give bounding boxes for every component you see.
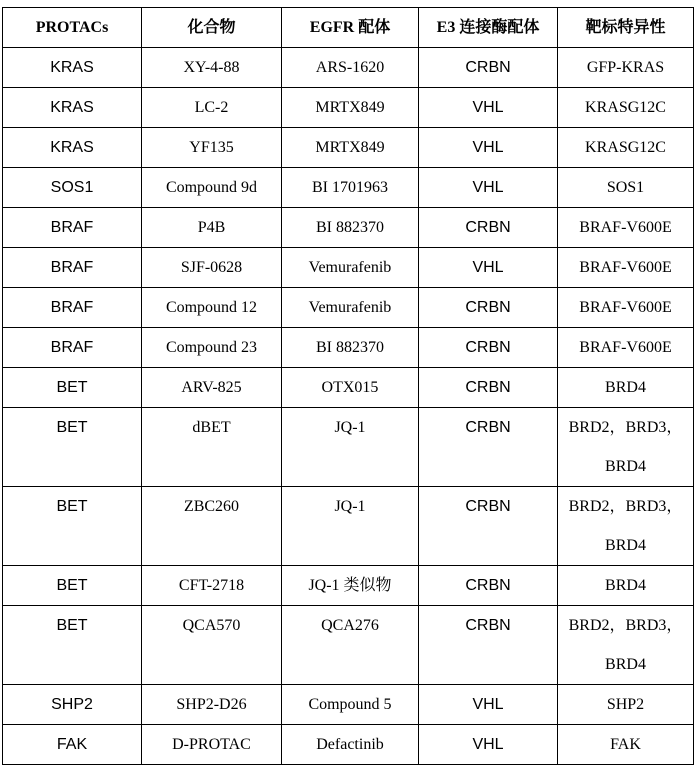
cell-e3-ligand: CRBN bbox=[419, 487, 558, 566]
cell-target: SHP2 bbox=[558, 685, 694, 725]
table-row bbox=[3, 408, 694, 487]
cell-egfr-ligand: BI 1701963 bbox=[282, 168, 419, 208]
cell-protac: SOS1 bbox=[3, 168, 142, 208]
cell-compound: LC-2 bbox=[142, 88, 282, 128]
cell-egfr-ligand: BI 882370 bbox=[282, 208, 419, 248]
table-row bbox=[3, 725, 694, 765]
cell-compound: Compound 23 bbox=[142, 328, 282, 368]
cell-protac: FAK bbox=[3, 725, 142, 765]
cell-target: KRASG12C bbox=[558, 128, 694, 168]
cell-egfr-ligand: ARS-1620 bbox=[282, 48, 419, 88]
cell-protac: BRAF bbox=[3, 288, 142, 328]
cell-compound: SJF-0628 bbox=[142, 248, 282, 288]
table-row bbox=[3, 168, 694, 208]
cell-protac: BET bbox=[3, 487, 142, 566]
cell-e3-ligand: CRBN bbox=[419, 408, 558, 487]
table-header bbox=[3, 8, 694, 48]
table-row bbox=[3, 128, 694, 168]
cell-compound: P4B bbox=[142, 208, 282, 248]
table-row bbox=[3, 606, 694, 685]
cell-egfr-ligand: MRTX849 bbox=[282, 88, 419, 128]
cell-egfr-ligand: OTX015 bbox=[282, 368, 419, 408]
cell-egfr-ligand: Compound 5 bbox=[282, 685, 419, 725]
cell-egfr-ligand: MRTX849 bbox=[282, 128, 419, 168]
cell-e3-ligand: VHL bbox=[419, 168, 558, 208]
cell-protac: BET bbox=[3, 408, 142, 487]
table-row bbox=[3, 48, 694, 88]
cell-e3-ligand: CRBN bbox=[419, 566, 558, 606]
cell-egfr-ligand: Defactinib bbox=[282, 725, 419, 765]
cell-protac: BET bbox=[3, 566, 142, 606]
cell-e3-ligand: CRBN bbox=[419, 208, 558, 248]
header-e3-ligand: E3 连接酶配体 bbox=[419, 8, 558, 48]
cell-compound: ARV-825 bbox=[142, 368, 282, 408]
cell-e3-ligand: CRBN bbox=[419, 328, 558, 368]
header-target-specificity: 靶标特异性 bbox=[558, 8, 694, 48]
table-row bbox=[3, 328, 694, 368]
header-row bbox=[3, 8, 694, 48]
cell-target: GFP-KRAS bbox=[558, 48, 694, 88]
cell-target: SOS1 bbox=[558, 168, 694, 208]
header-protacs: PROTACs bbox=[3, 8, 142, 48]
cell-target: BRAF-V600E bbox=[558, 248, 694, 288]
cell-egfr-ligand: Vemurafenib bbox=[282, 288, 419, 328]
cell-compound: Compound 9d bbox=[142, 168, 282, 208]
cell-e3-ligand: VHL bbox=[419, 128, 558, 168]
header-egfr-ligand: EGFR 配体 bbox=[282, 8, 419, 48]
cell-egfr-ligand: JQ-1 类似物 bbox=[282, 566, 419, 606]
cell-e3-ligand: VHL bbox=[419, 685, 558, 725]
cell-egfr-ligand: BI 882370 bbox=[282, 328, 419, 368]
table-row bbox=[3, 208, 694, 248]
cell-protac: BRAF bbox=[3, 328, 142, 368]
cell-compound: YF135 bbox=[142, 128, 282, 168]
cell-target: FAK bbox=[558, 725, 694, 765]
cell-e3-ligand: CRBN bbox=[419, 48, 558, 88]
table-row bbox=[3, 88, 694, 128]
table-row bbox=[3, 566, 694, 606]
protac-table bbox=[2, 7, 694, 765]
cell-e3-ligand: CRBN bbox=[419, 606, 558, 685]
table-row bbox=[3, 487, 694, 566]
cell-protac: BRAF bbox=[3, 248, 142, 288]
cell-e3-ligand: VHL bbox=[419, 88, 558, 128]
cell-target: BRD4 bbox=[558, 566, 694, 606]
cell-protac: SHP2 bbox=[3, 685, 142, 725]
cell-compound: dBET bbox=[142, 408, 282, 487]
cell-egfr-ligand: JQ-1 bbox=[282, 487, 419, 566]
cell-egfr-ligand: JQ-1 bbox=[282, 408, 419, 487]
cell-target: BRD2，BRD3，BRD4 bbox=[558, 606, 694, 685]
cell-compound: ZBC260 bbox=[142, 487, 282, 566]
cell-protac: BET bbox=[3, 606, 142, 685]
cell-e3-ligand: CRBN bbox=[419, 288, 558, 328]
cell-compound: QCA570 bbox=[142, 606, 282, 685]
cell-protac: BET bbox=[3, 368, 142, 408]
cell-compound: D-PROTAC bbox=[142, 725, 282, 765]
table-row bbox=[3, 368, 694, 408]
cell-target: BRAF-V600E bbox=[558, 328, 694, 368]
table-row bbox=[3, 288, 694, 328]
cell-protac: BRAF bbox=[3, 208, 142, 248]
cell-egfr-ligand: Vemurafenib bbox=[282, 248, 419, 288]
cell-protac: KRAS bbox=[3, 128, 142, 168]
cell-target: KRASG12C bbox=[558, 88, 694, 128]
cell-target: BRAF-V600E bbox=[558, 208, 694, 248]
cell-protac: KRAS bbox=[3, 88, 142, 128]
header-compound: 化合物 bbox=[142, 8, 282, 48]
cell-compound: XY-4-88 bbox=[142, 48, 282, 88]
cell-egfr-ligand: QCA276 bbox=[282, 606, 419, 685]
cell-target: BRAF-V600E bbox=[558, 288, 694, 328]
cell-e3-ligand: VHL bbox=[419, 248, 558, 288]
cell-e3-ligand: CRBN bbox=[419, 368, 558, 408]
cell-compound: SHP2-D26 bbox=[142, 685, 282, 725]
table-body bbox=[3, 48, 694, 765]
cell-protac: KRAS bbox=[3, 48, 142, 88]
cell-target: BRD4 bbox=[558, 368, 694, 408]
cell-compound: CFT-2718 bbox=[142, 566, 282, 606]
table-row bbox=[3, 248, 694, 288]
table-row bbox=[3, 685, 694, 725]
cell-compound: Compound 12 bbox=[142, 288, 282, 328]
cell-target: BRD2，BRD3，BRD4 bbox=[558, 408, 694, 487]
cell-target: BRD2，BRD3，BRD4 bbox=[558, 487, 694, 566]
cell-e3-ligand: VHL bbox=[419, 725, 558, 765]
